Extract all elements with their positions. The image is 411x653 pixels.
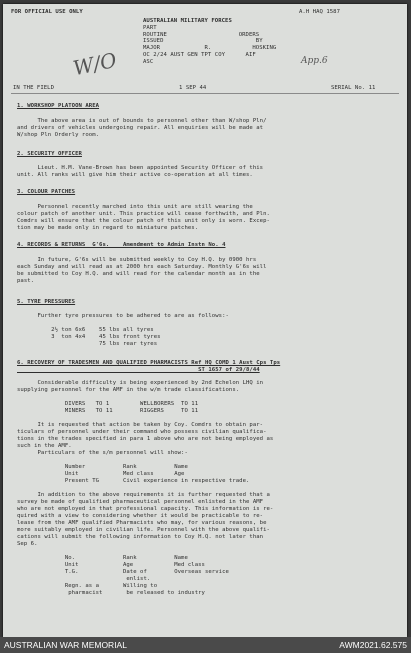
handwritten-reference: App.6 — [301, 56, 328, 66]
archive-footer — [0, 637, 411, 653]
section-1-body: The above area is out of bounds to personnel other than W/shop Pln/ and drivers of vehicles undergoing repair. All enquiries will be made at W/shop Pln Orderly room. — [17, 118, 267, 138]
section-6-heading: 6. RECOVERY OF TRADESMEN AND QUALIFIED PHARMACISTS Ref HQ COMD 1 Aust Cps Tps ST 1657 of 29/8/44 — [17, 360, 281, 373]
section-2-heading: 2. SECURITY OFFICER — [17, 151, 82, 157]
footer-accession: AWM2021.62.575 — [339, 640, 407, 650]
ahhq-reference: A.H HAQ 1587 — [299, 9, 341, 15]
serial-number: SERIAL No. 11 — [331, 85, 376, 91]
org-title: AUSTRALIAN MILITARY FORCES — [143, 18, 232, 24]
section-3-body: Personnel recently marched into this unit are still wearing the colour patch of another unit. This practice will cease forthwith, and Pln. Comdrs will ensure that the colour patch of this unit only is worn. Excep- tion may be made only in regard to miniature patches. — [17, 204, 270, 231]
classification-label: FOR OFFICIAL USE ONLY — [11, 9, 83, 15]
section-6-body: Considerable difficulty is being experienced by 2nd Echelon LHQ in supplying personnel for the AMF in the w/m trade classifications. DIVERS TO 1 WELLBORERS TO 11 MINERS TO 11 RIGGERS TO 11 It is requested that action be taken by Coy. Comdrs to obtain par- ticulars of personnel under their command who possess civilian qualifica- tions in the trades specified in para 1 above who are not being employed as such in the AMF. Particulars of the s/m personnel will show:- Number Rank Name Unit Med class Age Present TG Civil experience in respective trade. In addition to the above requirements it is further requested that a survey be made of qualified pharmaceutical personnel enlisted in the AMF who are not employed in that professional capacity. This information is re- quired with a view to considering whether it would be practicable to re- lease from the AMF qualified Pharmacists who may, for various reasons, be more suitably employed in civilian life. Personnel with the above qualifi- cations will submit the following information to Coy H.Q. not later than Sep 6. No. Rank Name Unit Age Med class T.G. Date of Overseas service enlist. Regn. as a Willing to pharmacist be released to industry — [17, 380, 274, 596]
section-5-body: Further tyre pressures to be adhered to are as follows:- 2½ ton 6x6 55 lbs all tyres 3 ton 4x4 45 lbs front tyres 75 lbs rear tyres — [37, 313, 229, 347]
handwritten-mark: W/O — [70, 47, 119, 81]
section-4-body: In future, G'6s will be submitted weekly to Coy H.Q. by 0900 hrs each Sunday and will read as at 2000 hrs each Saturday. Monthly G'6s will be submitted to Coy H.Q. and will read for the calendar month as in the past. — [17, 257, 267, 284]
section-4-heading: 4. RECORDS & RETURNS G'6s. Amendment to Admin Instn No. 4 — [17, 242, 226, 248]
header-divider — [11, 93, 399, 94]
footer-institution: AUSTRALIAN WAR MEMORIAL — [4, 640, 127, 650]
section-3-heading: 3. COLOUR PATCHES — [17, 189, 76, 195]
routine-orders-block: PART ROUTINE ORDERS ISSUED BY MAJOR R. HOSKING OC 2/24 AUST GEN TPT COY AIF ASC — [143, 25, 277, 65]
section-5-heading: 5. TYRE PRESSURES — [17, 299, 76, 305]
in-the-field-label: IN THE FIELD — [13, 85, 55, 91]
section-2-body: Lieut. H.M. Vane-Brown has been appointed Security Officer of this unit. All ranks will give him their active co-operation at all times. — [17, 165, 264, 178]
order-date: 1 SEP 44 — [179, 85, 207, 91]
document-page — [3, 4, 407, 637]
section-1-heading: 1. WORKSHOP PLATOON AREA — [17, 103, 100, 109]
